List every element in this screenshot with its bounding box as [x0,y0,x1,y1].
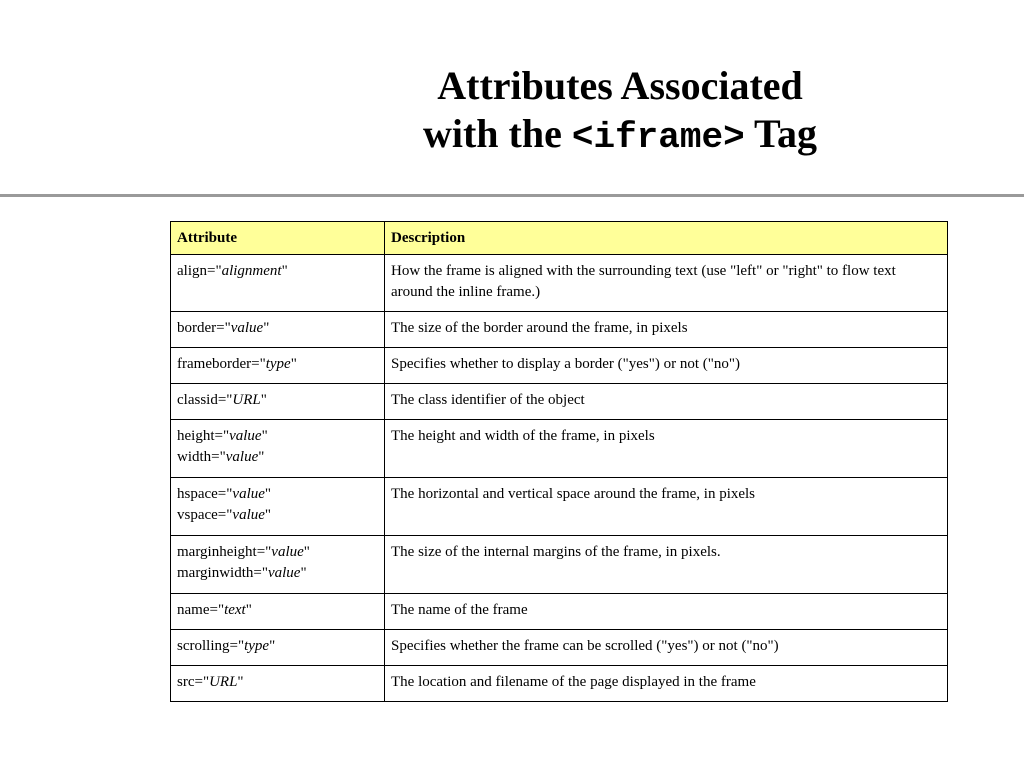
attribute-value-placeholder: value [230,320,264,336]
attribute-line [177,484,378,505]
attribute-value-placeholder: value [229,428,262,444]
attribute-closing-quote: " [303,544,310,560]
attribute-line [177,390,378,411]
attribute-closing-quote: " [263,320,270,336]
attribute-name: height=" [177,428,230,444]
table-row [171,536,948,594]
attribute-closing-quote: " [300,565,307,581]
attribute-closing-quote: " [237,674,244,690]
attribute-line [177,505,378,526]
attribute-line [177,563,378,584]
page-title [300,62,940,162]
attribute-line [177,542,378,563]
attribute-name: frameborder=" [177,356,266,372]
attribute-value-placeholder: URL [232,392,261,408]
attribute-cell [171,420,385,478]
description-cell: The name of the frame [385,594,948,630]
description-cell: Specifies whether to display a border ("yes") or not ("no") [385,348,948,384]
attribute-value-placeholder: value [232,507,265,523]
table-row [171,630,948,666]
attribute-line [177,354,378,375]
description-cell: The size of the internal margins of the frame, in pixels. [385,536,948,594]
description-cell: How the frame is aligned with the surrounding text (use "left" or "right" to flow text around the inline frame.) [385,255,948,312]
attribute-name: src=" [177,674,210,690]
attribute-line [177,636,378,657]
column-header-description: Description [385,222,948,255]
attribute-name: scrolling=" [177,638,245,654]
attribute-line [177,426,378,447]
column-header-attribute: Attribute [171,222,385,255]
description-cell: Specifies whether the frame can be scrolled ("yes") or not ("no") [385,630,948,666]
table-row [171,478,948,536]
table-body [171,255,948,702]
attribute-name: width=" [177,449,226,465]
table-row [171,384,948,420]
title-divider [0,194,1024,197]
attribute-closing-quote: " [260,392,267,408]
attribute-name: name=" [177,602,225,618]
attribute-value-placeholder: text [224,602,246,618]
table-row [171,255,948,312]
attribute-cell [171,630,385,666]
attribute-line [177,447,378,468]
description-cell: The class identifier of the object [385,384,948,420]
table-row [171,348,948,384]
title-code-tag: <iframe> [571,117,745,158]
attribute-cell [171,348,385,384]
attribute-name: align=" [177,263,222,279]
attribute-value-placeholder: value [271,544,304,560]
attribute-value-placeholder: alignment [221,263,282,279]
attribute-name: marginwidth=" [177,565,268,581]
attribute-value-placeholder: type [244,638,270,654]
attribute-closing-quote: " [264,486,272,502]
attribute-value-placeholder: URL [209,674,238,690]
table-row [171,420,948,478]
attribute-name: marginheight=" [177,544,272,560]
attribute-value-placeholder: value [225,449,259,465]
table-row [171,312,948,348]
attribute-name: hspace=" [177,486,233,502]
attribute-line [177,318,378,339]
title-suffix: Tag [744,111,817,156]
attribute-closing-quote: " [281,263,288,279]
attribute-name: border=" [177,320,231,336]
attribute-value-placeholder: value [267,565,301,581]
attribute-cell [171,666,385,702]
description-cell: The size of the border around the frame, in pixels [385,312,948,348]
attribute-line [177,261,378,282]
title-line-1: Attributes Associated [437,63,803,108]
attribute-name: vspace=" [177,507,233,523]
table-row [171,594,948,630]
attribute-cell [171,255,385,312]
attribute-closing-quote: " [264,507,272,523]
table-header-row [171,222,948,255]
attributes-table [170,221,948,702]
attribute-line [177,600,378,621]
attribute-closing-quote: " [258,449,265,465]
attribute-value-placeholder: type [265,356,291,372]
attribute-cell [171,536,385,594]
description-cell: The height and width of the frame, in pixels [385,420,948,478]
table-row [171,666,948,702]
attribute-name: classid=" [177,392,233,408]
title-prefix: with the [422,111,572,156]
attribute-line [177,672,378,693]
attribute-closing-quote: " [290,356,297,372]
description-cell: The horizontal and vertical space around the frame, in pixels [385,478,948,536]
attribute-cell [171,312,385,348]
description-cell: The location and filename of the page displayed in the frame [385,666,948,702]
attribute-cell [171,384,385,420]
attribute-closing-quote: " [269,638,276,654]
title-line-2 [300,110,940,162]
attribute-cell [171,478,385,536]
attribute-value-placeholder: value [232,486,265,502]
attribute-closing-quote: " [245,602,252,618]
attribute-closing-quote: " [261,428,268,444]
attribute-cell [171,594,385,630]
